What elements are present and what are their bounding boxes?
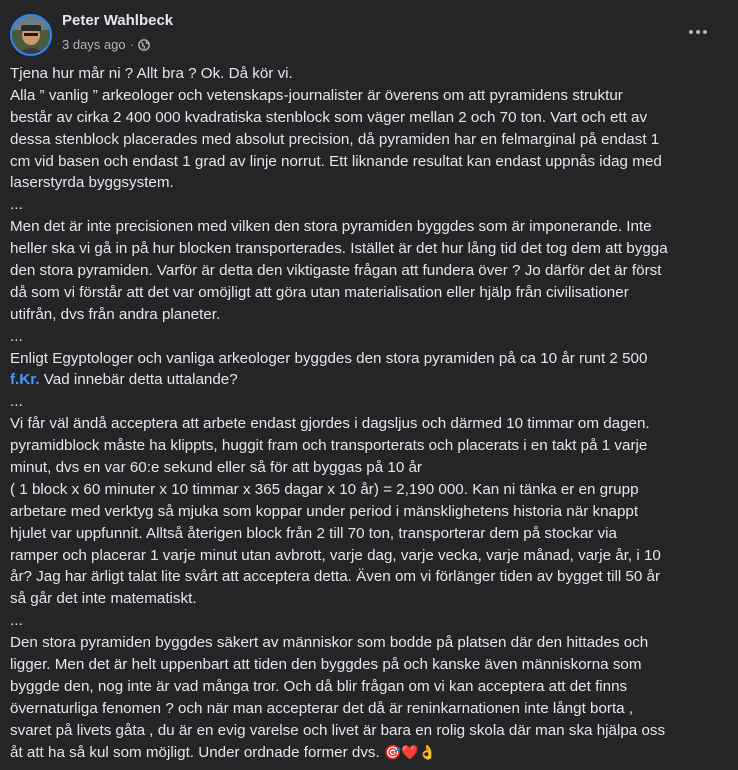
- avatar-image: [12, 16, 50, 54]
- post-line: ramper och placerar 1 varje minut utan avbrott, varje dag, varje vecka, varje månad, varje år, i 10: [10, 546, 661, 564]
- post-line-text: åt att ha så kul som möjligt. Under ordnade former dvs.: [10, 743, 384, 761]
- post-line: övernaturliga fenomen ? och när man accepterar det då är reninkarnationen inte långt borta ,: [10, 699, 634, 717]
- post-line: Tjena hur mår ni ? Allt bra ? Ok. Då kör vi.: [10, 65, 293, 82]
- meta-separator: ·: [129, 37, 134, 52]
- post-line: [10, 369, 728, 391]
- post-line: Enligt Egyptologer och vanliga arkeologer byggdes den stora pyramiden på ca 10 år runt 2 500: [10, 349, 648, 367]
- post-line: ...: [10, 327, 23, 345]
- post-line: laserstyrda byggsystem.: [10, 174, 174, 192]
- post-line: Vi får väl ändå acceptera att arbete endast gjordes i dagsljus och därmed 10 timmar om dagen.: [10, 415, 650, 433]
- post-line: heller ska vi gå in på hur blocken transporterades. Istället är det hur lång tid det tog dem att bygga: [10, 240, 668, 258]
- globe-icon[interactable]: [138, 39, 150, 51]
- post-line: den stora pyramiden. Varför är detta den viktigaste frågan att fundera över ? Jo därför det är först: [10, 262, 662, 280]
- post-line: så går det inte matematiskt.: [10, 590, 197, 608]
- post-line: svaret på livets gåta , du är en evig varelse och livet är bara en rolig skola där man ska hjälpa oss: [10, 721, 666, 739]
- post-line: byggde den, nog inte är vad många tror. Och då blir frågan om vi kan acceptera att det finns: [10, 677, 628, 695]
- more-options-icon[interactable]: [684, 22, 712, 42]
- post-line-rest: Vad innebär detta uttalande?: [39, 371, 238, 389]
- post-line: Men det är inte precisionen med vilken den stora pyramiden byggdes som är imponerande. Inte: [10, 218, 652, 236]
- hashtag-link[interactable]: f.Kr.: [10, 371, 40, 389]
- post-line: pyramidblock måste ha klippts, huggit fram och transporterats och placerats i en takt på 1 varje: [10, 437, 648, 455]
- post-line: minut, dvs en var 60:e sekund eller så för att byggas på 10 år: [10, 459, 422, 477]
- post-line: ...: [10, 393, 23, 411]
- post-line: ( 1 block x 60 minuter x 10 timmar x 365 dagar x 10 år) = 2,190 000. Kan ni tänka er en grupp: [10, 480, 639, 498]
- post-meta: [62, 37, 150, 52]
- post-line: ...: [10, 196, 23, 214]
- post-line: ligger. Men det är helt uppenbart att tiden den byggdes på och kanske även människorna som: [10, 656, 642, 674]
- post-header: [10, 12, 728, 60]
- post-line: år? Jag har ärligt talat lite svårt att acceptera detta. Även om vi förlänger tiden av bygget till 50 år: [10, 568, 661, 586]
- post-line: arbetare med verktyg så mjuka som koppar under period i mänsklighetens historia när knappt: [10, 502, 639, 520]
- post-body: [10, 63, 728, 764]
- post-line: dessa stenblock placerades med absolut precision, då pyramiden har en felmarginal på endast 1: [10, 130, 660, 148]
- post-line: cm vid basen och endast 1 grad av linje norrut. Ett liknande resultat kan endast uppnås idag med: [10, 152, 662, 170]
- post-line: då som vi förstår att det var omöjligt att göra utan materialisation eller hjälp från civilisationer: [10, 283, 629, 301]
- post-line: [10, 742, 728, 764]
- post-line: består av cirka 2 400 000 kvadratiska stenblock som väger mellan 2 och 70 ton. Vart och ett av: [10, 108, 648, 126]
- timestamp[interactable]: 3 days ago: [62, 37, 126, 52]
- post-line: Alla ” vanlig ” arkeologer och vetenskaps-journalister är överens om att pyramidens struktur: [10, 86, 623, 104]
- post-line: Den stora pyramiden byggdes säkert av människor som bodde på platsen där den hittades och: [10, 634, 649, 652]
- post-line: ...: [10, 612, 23, 630]
- avatar[interactable]: [10, 14, 52, 56]
- post-line: hjulet var uppfunnit. Alltså återigen block från 2 till 70 ton, transporterar dem på stockar via: [10, 524, 617, 542]
- emoji-target-heart-ok: 🎯❤️👌: [383, 743, 437, 760]
- author-name[interactable]: Peter Wahlbeck: [62, 12, 174, 29]
- post-line: utifrån, dvs från andra planeter.: [10, 305, 221, 323]
